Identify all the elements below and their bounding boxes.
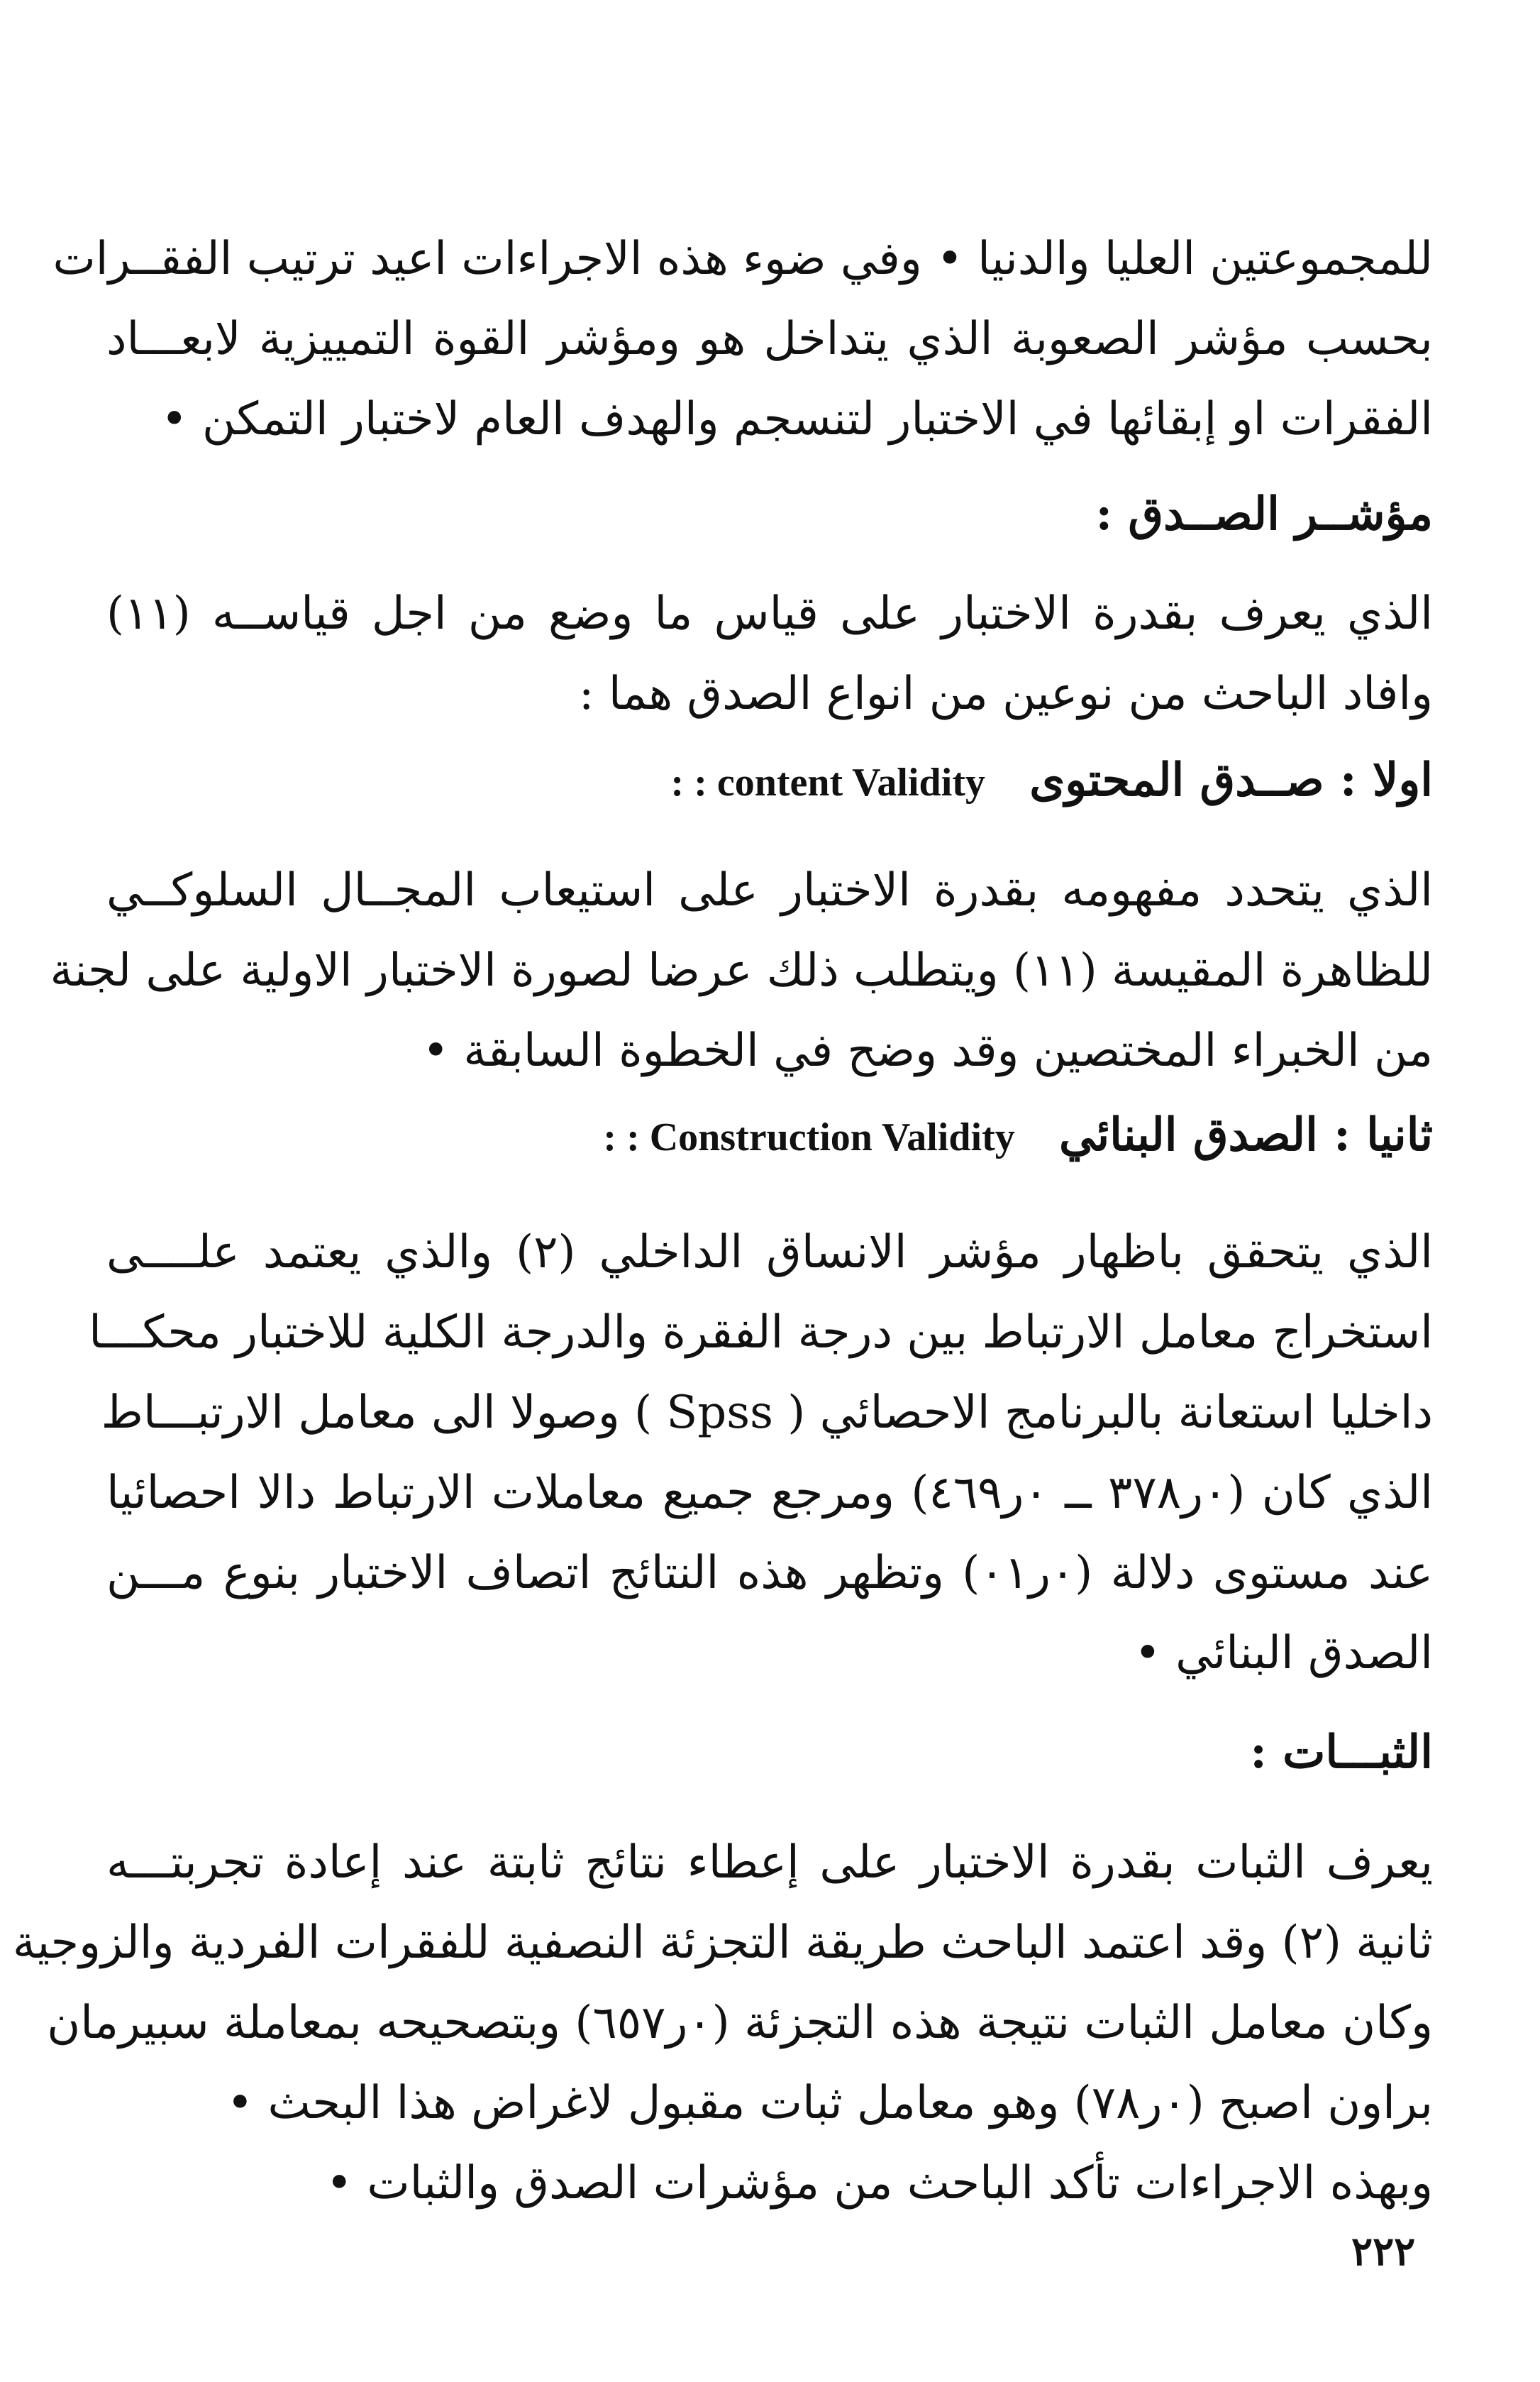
heading-construction-arabic: ثانيا : الصدق البنائي [1059, 1108, 1433, 1162]
text-line: الذي يعرف بقدرة الاختبار على قياس ما وضع من اجل قياســه (١١) [106, 588, 1434, 640]
heading-validity: مؤشــر الصــدق : [1095, 487, 1433, 541]
section-construction-validity [106, 1096, 1433, 1174]
text-line: داخليا استعانة بالبرنامج الاحصائي ( Spss ) وصولا الى معامل الارتبـــاط [101, 1386, 1433, 1439]
heading-construction-latin: : : Construction Validity [603, 1115, 1015, 1159]
text-line: وافاد الباحث من نوعين من انواع الصدق هما : [578, 668, 1433, 720]
text-line: يعرف الثبات بقدرة الاختبار على إعطاء نتائج ثابتة عند إعادة تجربتـــه [106, 1836, 1433, 1889]
text-line: ثانية (٢) وقد اعتمد الباحث طريقة التجزئة النصفية للفقرات الفردية والزوجية [12, 1917, 1433, 1969]
text-line: الذي كان (٠ر٣٧٨ ــ ٠ر٤٦٩) ومرجع جميع معاملات الارتباط دالا احصائيا [106, 1467, 1434, 1519]
heading-content-latin: : : content Validity [670, 761, 985, 805]
text-line: استخراج معامل الارتباط بين درجة الفقرة والدرجة الكلية للاختبار محكـــا [89, 1306, 1433, 1359]
paragraph-validity-definition [106, 575, 1433, 738]
text-line: عند مستوى دلالة (٠ر٠١) وتظهر هذه النتائج اتصاف الاختبار بنوع مـــن [106, 1547, 1434, 1599]
heading-content-validity [671, 741, 1433, 822]
paragraph-reliability [12, 1824, 1433, 2228]
section-content-validity [106, 741, 1433, 820]
text-line: وكان معامل الثبات نتيجة هذه التجزئة (٠ر٦٥٧) وبتصحيحه بمعاملة سبيرمان [47, 1997, 1433, 2049]
text-line: الفقرات او إبقائها في الاختبار لتنسجم والهدف العام لاختبار التمكن • [160, 393, 1433, 446]
heading-construction-validity [603, 1096, 1433, 1176]
paragraph-item-ranking [52, 220, 1433, 461]
section-validity [106, 475, 1433, 553]
text-line: للظاهرة المقيسة (١١) ويتطلب ذلك عرضا لصورة الاختبار الاولية على لجنة [50, 944, 1433, 997]
paragraph-construction-validity [89, 1213, 1434, 1696]
text-line: الذي يتحقق باظهار مؤشر الانساق الداخلي (٢) والذي يعتمد علــــى [106, 1226, 1434, 1279]
text-line: بحسب مؤشر الصعوبة الذي يتداخل هو ومؤشر القوة التمييزية لابعـــاد [106, 313, 1433, 365]
heading-reliability: الثبـــات : [1250, 1726, 1433, 1779]
section-reliability [106, 1714, 1433, 1792]
text-line: وبهذه الاجراءات تأكد الباحث من مؤشرات الصدق والثبات • [326, 2157, 1433, 2210]
text-line: للمجموعتين العليا والدنيا • وفي ضوء هذه الاجراءات اعيد ترتيب الفقــرات [52, 233, 1433, 285]
heading-content-arabic: اولا : صــدق المحتوى [1029, 754, 1433, 807]
text-line: براون اصبح (٠ر٧٨) وهو معامل ثبات مقبول لاغراض هذا البحث • [226, 2077, 1433, 2129]
paragraph-content-validity [50, 851, 1433, 1093]
page-number: ٢٢٢ [1351, 2228, 1416, 2275]
text-line: الصدق البنائي • [1134, 1627, 1433, 1680]
text-line: الذي يتحدد مفهومه بقدرة الاختبار على استيعاب المجــال السلوكــي [106, 864, 1433, 917]
text-line: من الخبراء المختصين وقد وضح في الخطوة السابقة • [422, 1025, 1433, 1077]
